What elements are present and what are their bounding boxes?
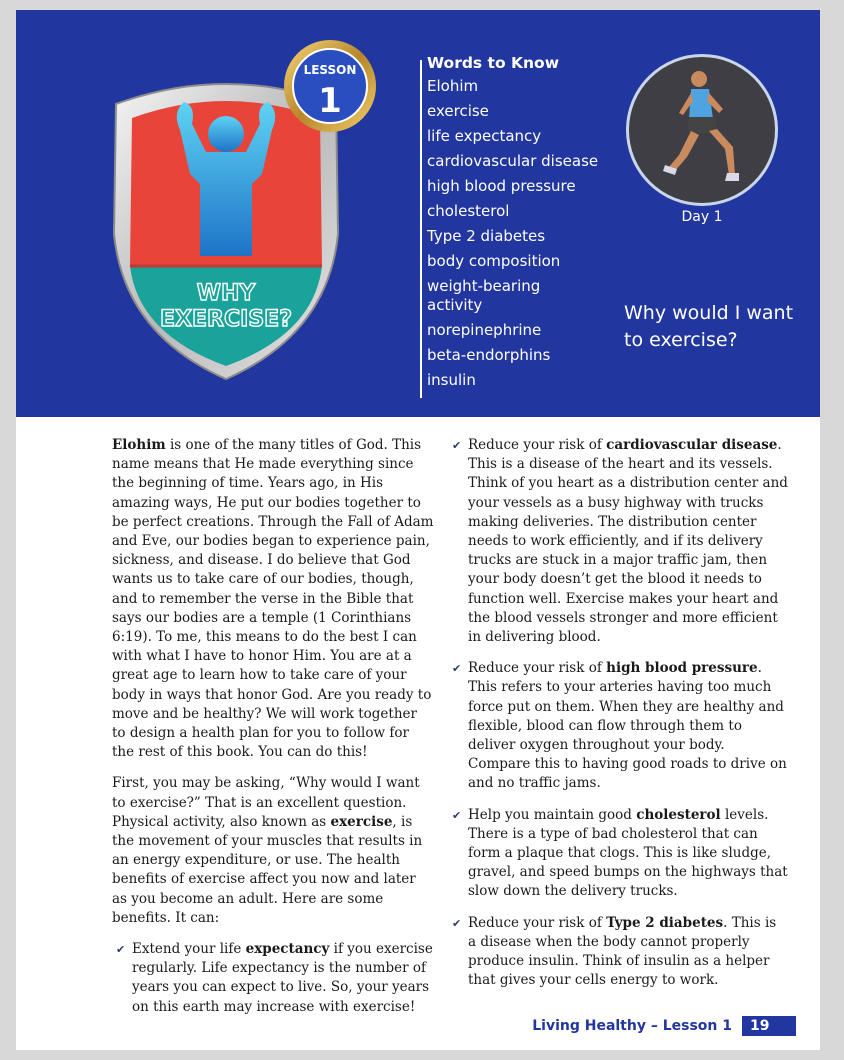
word-item: beta-endorphins bbox=[427, 346, 551, 364]
divider bbox=[420, 60, 422, 398]
word-item: Elohim bbox=[427, 77, 479, 95]
benefit-item bbox=[452, 806, 788, 902]
lesson-question: Why would I want to exercise? bbox=[624, 302, 794, 351]
benefit-item bbox=[452, 914, 788, 991]
lesson-number: 1 bbox=[318, 81, 342, 121]
footer-title: Living Healthy – Lesson 1 bbox=[532, 1018, 732, 1034]
lesson-title-line1: WHY bbox=[196, 281, 256, 306]
word-item: cholesterol bbox=[427, 202, 510, 220]
exercise-text-b: , is the movement of your muscles that results in an energy expenditure, or use. The health benefits of exercise affect you now and later as you become an adult. Here are some benefits. It can: bbox=[112, 813, 423, 926]
term-exercise: exercise bbox=[330, 813, 393, 830]
page bbox=[16, 10, 820, 1050]
benefit-item bbox=[452, 436, 788, 647]
benefit-text-b: levels. There is a type of bad cholesterol that can form a plaque that clogs. This is like sludge, gravel, and speed bumps on the highways that slow down the delivery trucks. bbox=[468, 806, 788, 900]
check-icon: ✔ bbox=[452, 916, 462, 930]
benefit-text-b: if you exercise regularly. Life expectancy is the number of years you can expect to live. So, your years on this earth may increase with exercise! bbox=[132, 941, 433, 1015]
benefit-item bbox=[452, 659, 788, 793]
benefit-text-a: Extend your life bbox=[132, 941, 246, 958]
term-expectancy: expectancy bbox=[245, 941, 330, 958]
word-item: life expectancy bbox=[427, 127, 542, 145]
check-icon: ✔ bbox=[452, 439, 462, 452]
check-icon: ✔ bbox=[452, 808, 462, 822]
benefit-text-a: Reduce your risk of bbox=[468, 437, 607, 453]
check-icon: ✔ bbox=[452, 662, 462, 676]
benefit-text-b: . This refers to your arteries having too much force put on them. When they are healthy and flexible, blood can flow through them to deliver oxygen throughout your body. Compare this to having good roads to drive on and no traffic jams. bbox=[468, 660, 787, 792]
lesson-label: LESSON bbox=[303, 63, 357, 77]
word-item: insulin bbox=[427, 371, 476, 389]
runner-image bbox=[626, 54, 778, 206]
lesson-title-line2: EXERCISE? bbox=[160, 307, 292, 332]
word-item: Type 2 diabetes bbox=[427, 227, 546, 245]
lesson-shield bbox=[76, 34, 376, 394]
page-footer bbox=[532, 1016, 796, 1036]
left-column bbox=[112, 436, 434, 1029]
benefit-text-a: Reduce your risk of bbox=[468, 914, 607, 931]
intro-text: is one of the many titles of God. This name means that He made everything since the beginning of time. Years ago, in His amazing ways, He put our bodies together to be perfect creations. Through the Fall of Adam and Eve, our bodies began to experience pain, sickness, and disease. I do believe that God wants us to take care of our bodies, though, and to remember the verse in the Bible that says our bodies are a temple (1 Corinthians 6:19). To me, this means to do the best I can with what I have to honor Him. You are at a great age to learn how to take care of your body in ways that honor God. Are you ready to move and be healthy? We will work together to design a health plan for you to follow for the rest of this book. You can do this! bbox=[112, 437, 434, 761]
word-item: cardiovascular disease bbox=[427, 152, 599, 170]
check-icon: ✔ bbox=[116, 943, 126, 957]
term-blood-pressure: high blood pressure bbox=[606, 660, 758, 677]
exercise-text-a: First, you may be asking, “Why would I want to exercise?” That is an excellent question. Physical activity, also known as bbox=[112, 775, 420, 830]
day-label: Day 1 bbox=[681, 209, 723, 225]
words-to-know bbox=[427, 54, 627, 396]
term-cardiovascular: cardiovascular disease bbox=[606, 437, 778, 453]
words-to-know-title: Words to Know bbox=[427, 54, 560, 72]
right-column bbox=[452, 436, 788, 1002]
term-cholesterol: cholesterol bbox=[636, 806, 721, 823]
term-elohim: Elohim bbox=[112, 437, 166, 453]
term-diabetes: Type 2 diabetes bbox=[606, 914, 724, 931]
benefit-text-a: Help you maintain good bbox=[468, 806, 637, 823]
page-number: 19 bbox=[742, 1016, 796, 1036]
intro-paragraph bbox=[112, 436, 434, 762]
benefit-text-b: . This is a disease of the heart and its vessels. Think of you heart as a distribution center and your vessels as a busy highway with trucks making deliveries. The distribution center needs to work efficiently, and if its delivery trucks are stuck in a major traffic jam, then your body doesn’t get the blood it needs to function well. Exercise makes your heart and the blood vessels stronger and more efficient in delivering blood. bbox=[468, 437, 788, 646]
word-item: norepinephrine bbox=[427, 321, 542, 339]
word-item: high blood pressure bbox=[427, 177, 576, 195]
word-item: body composition bbox=[427, 252, 561, 270]
lesson-header bbox=[16, 10, 820, 417]
runner-icon bbox=[629, 57, 775, 203]
benefit-text-a: Reduce your risk of bbox=[468, 660, 607, 677]
shield-icon bbox=[76, 34, 376, 394]
word-item: weight-bearing activity bbox=[427, 277, 541, 314]
benefit-item bbox=[116, 940, 434, 1017]
benefit-text-b: . This is a disease when the body cannot properly produce insulin. Think of insulin as a helper that gives your cells energy to work. bbox=[468, 914, 777, 989]
exercise-paragraph bbox=[112, 774, 434, 928]
word-item: exercise bbox=[427, 102, 489, 120]
